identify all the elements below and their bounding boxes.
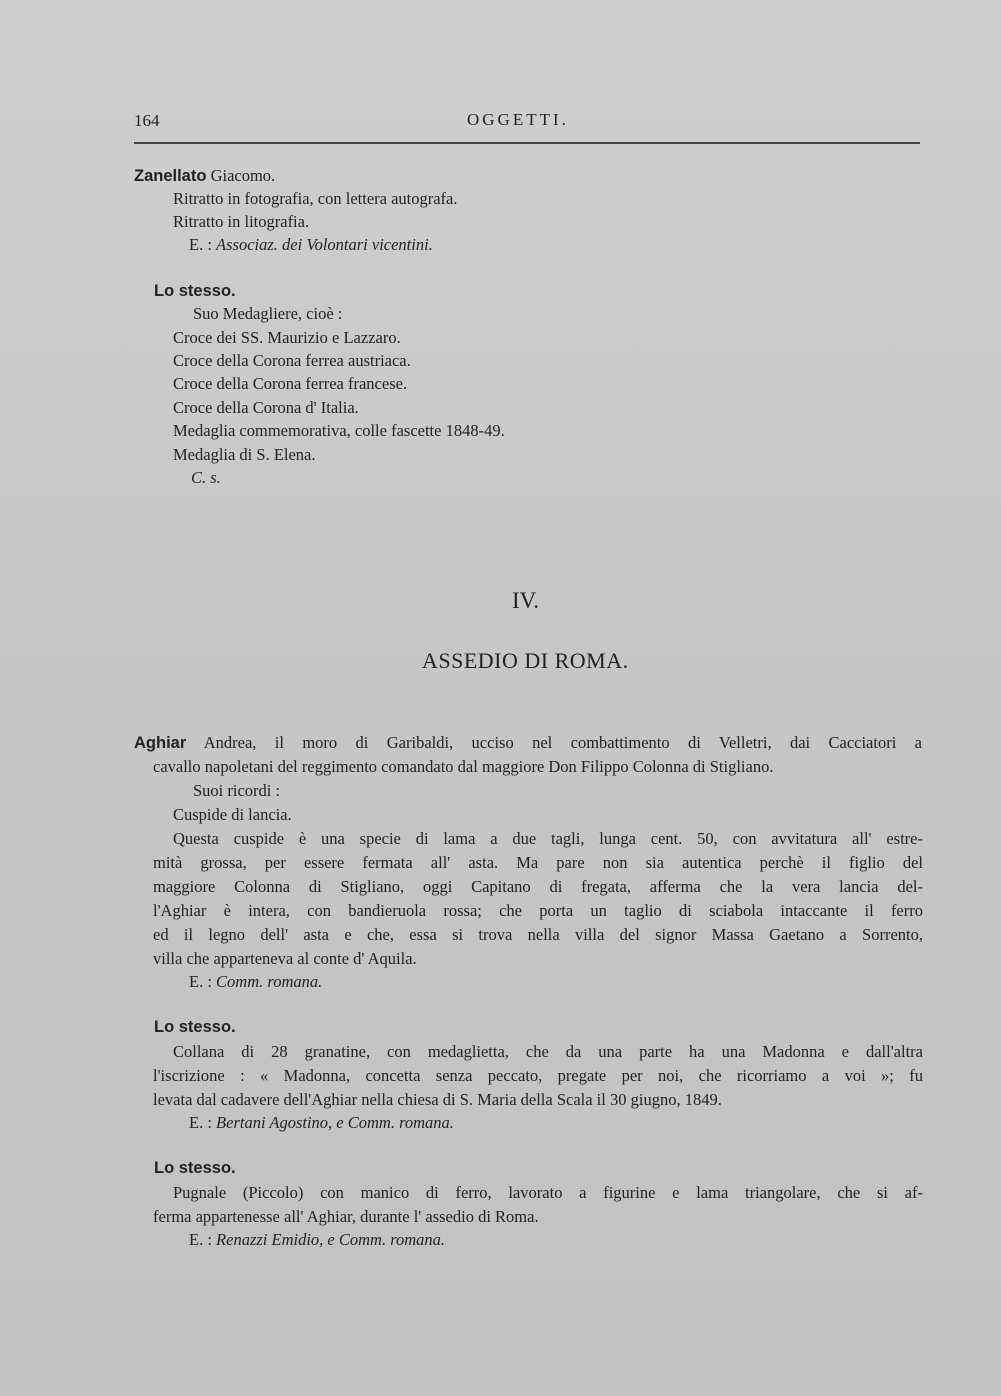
entry-item: Suo Medagliere, cioè : [193,304,343,323]
entry-source: C. s. [191,468,221,487]
entry-heading: Lo stesso. [154,1018,236,1036]
entry-name: Aghiar [134,734,187,752]
entry-aghiar-intro [134,731,922,755]
source-prefix: E. : [189,972,217,991]
entry-heading: Lo stesso. [154,1159,236,1177]
entry-item: Croce dei SS. Maurizio e Lazzaro. [173,328,401,347]
source-text: Bertani Agostino, e Comm. romana. [216,1113,454,1132]
source-text: Renazzi Emidio, e Comm. romana. [216,1230,446,1249]
entry-item: Medaglia di S. Elena. [173,445,316,464]
entry-line: levata dal cadavere dell'Aghiar nella chiesa di S. Maria della Scala il 30 giugno, 1849. [153,1090,722,1109]
source-prefix: E. : [189,235,217,254]
description-line: ed il legno dell' asta e che, essa si trova nella villa del signor Massa Gaetano a Sorrento, [153,925,923,944]
description-line: l'Aghiar è intera, con bandieruola rossa; che porta un taglio di sciabola intaccante il ferro [153,901,923,920]
entry-line: Pugnale (Piccolo) con manico di ferro, lavorato a figurine e lama triangolare, che si af- [173,1183,923,1202]
entry-item: Cuspide di lancia. [173,805,292,824]
entry-line: l'iscrizione : « Madonna, concetta senza peccato, pregate per noi, che ricorriamo a voi »; fu [153,1066,923,1085]
entry-source [189,1228,445,1251]
entry-item: Croce della Corona ferrea austriaca. [173,351,411,370]
entry-line: Collana di 28 granatine, con medaglietta, che da una parte ha una Madonna e dall'altra [173,1042,923,1061]
entry-source [189,970,322,993]
entry-source [189,233,433,256]
entry-intro-line: cavallo napoletani del reggimento comandato dal maggiore Don Filippo Colonna di Stigliano. [153,757,774,776]
entry-intro-text: Andrea, il moro di Garibaldi, ucciso nel combattimento di Velletri, dai Cacciatori a [186,733,922,752]
page-number: 164 [134,111,160,130]
section-title: ASSEDIO DI ROMA. [422,648,629,673]
entry-source [189,1111,454,1134]
source-prefix: E. : [189,1113,217,1132]
source-text: Comm. romana. [216,972,323,991]
entry-name: Zanellato [134,167,207,185]
source-prefix: E. : [189,1230,217,1249]
source-text: Associaz. dei Volontari vicentini. [216,235,433,254]
section-numeral: IV. [512,588,540,613]
entry-item: Ritratto in fotografia, con lettera autografa. [173,189,458,208]
description-line: villa che apparteneva al conte d' Aquila. [153,949,417,968]
entry-heading: Lo stesso. [154,282,236,300]
entry-zanellato-heading [134,164,275,188]
description-line: mità grossa, per essere fermata all' asta. Ma pare non sia autentica perchè il figlio del [153,853,923,872]
header-rule [134,142,920,144]
running-title: OGGETTI. [467,110,569,129]
entry-line: ferma appartenesse all' Aghiar, durante l' assedio di Roma. [153,1207,539,1226]
entry-item: Medaglia commemorativa, colle fascette 1848-49. [173,421,505,440]
entry-item: Croce della Corona ferrea francese. [173,374,408,393]
description-line: maggiore Colonna di Stigliano, oggi Capitano di fregata, afferma che la vera lancia del- [153,877,923,896]
entry-item: Ritratto in litografia. [173,212,310,231]
description-line: Questa cuspide è una specie di lama a due tagli, lunga cent. 50, con avvitatura all' estre- [173,829,923,848]
entry-item: Croce della Corona d' Italia. [173,398,359,417]
entry-subheading: Suoi ricordi : [193,781,281,800]
entry-given-name: Giacomo. [206,166,276,185]
